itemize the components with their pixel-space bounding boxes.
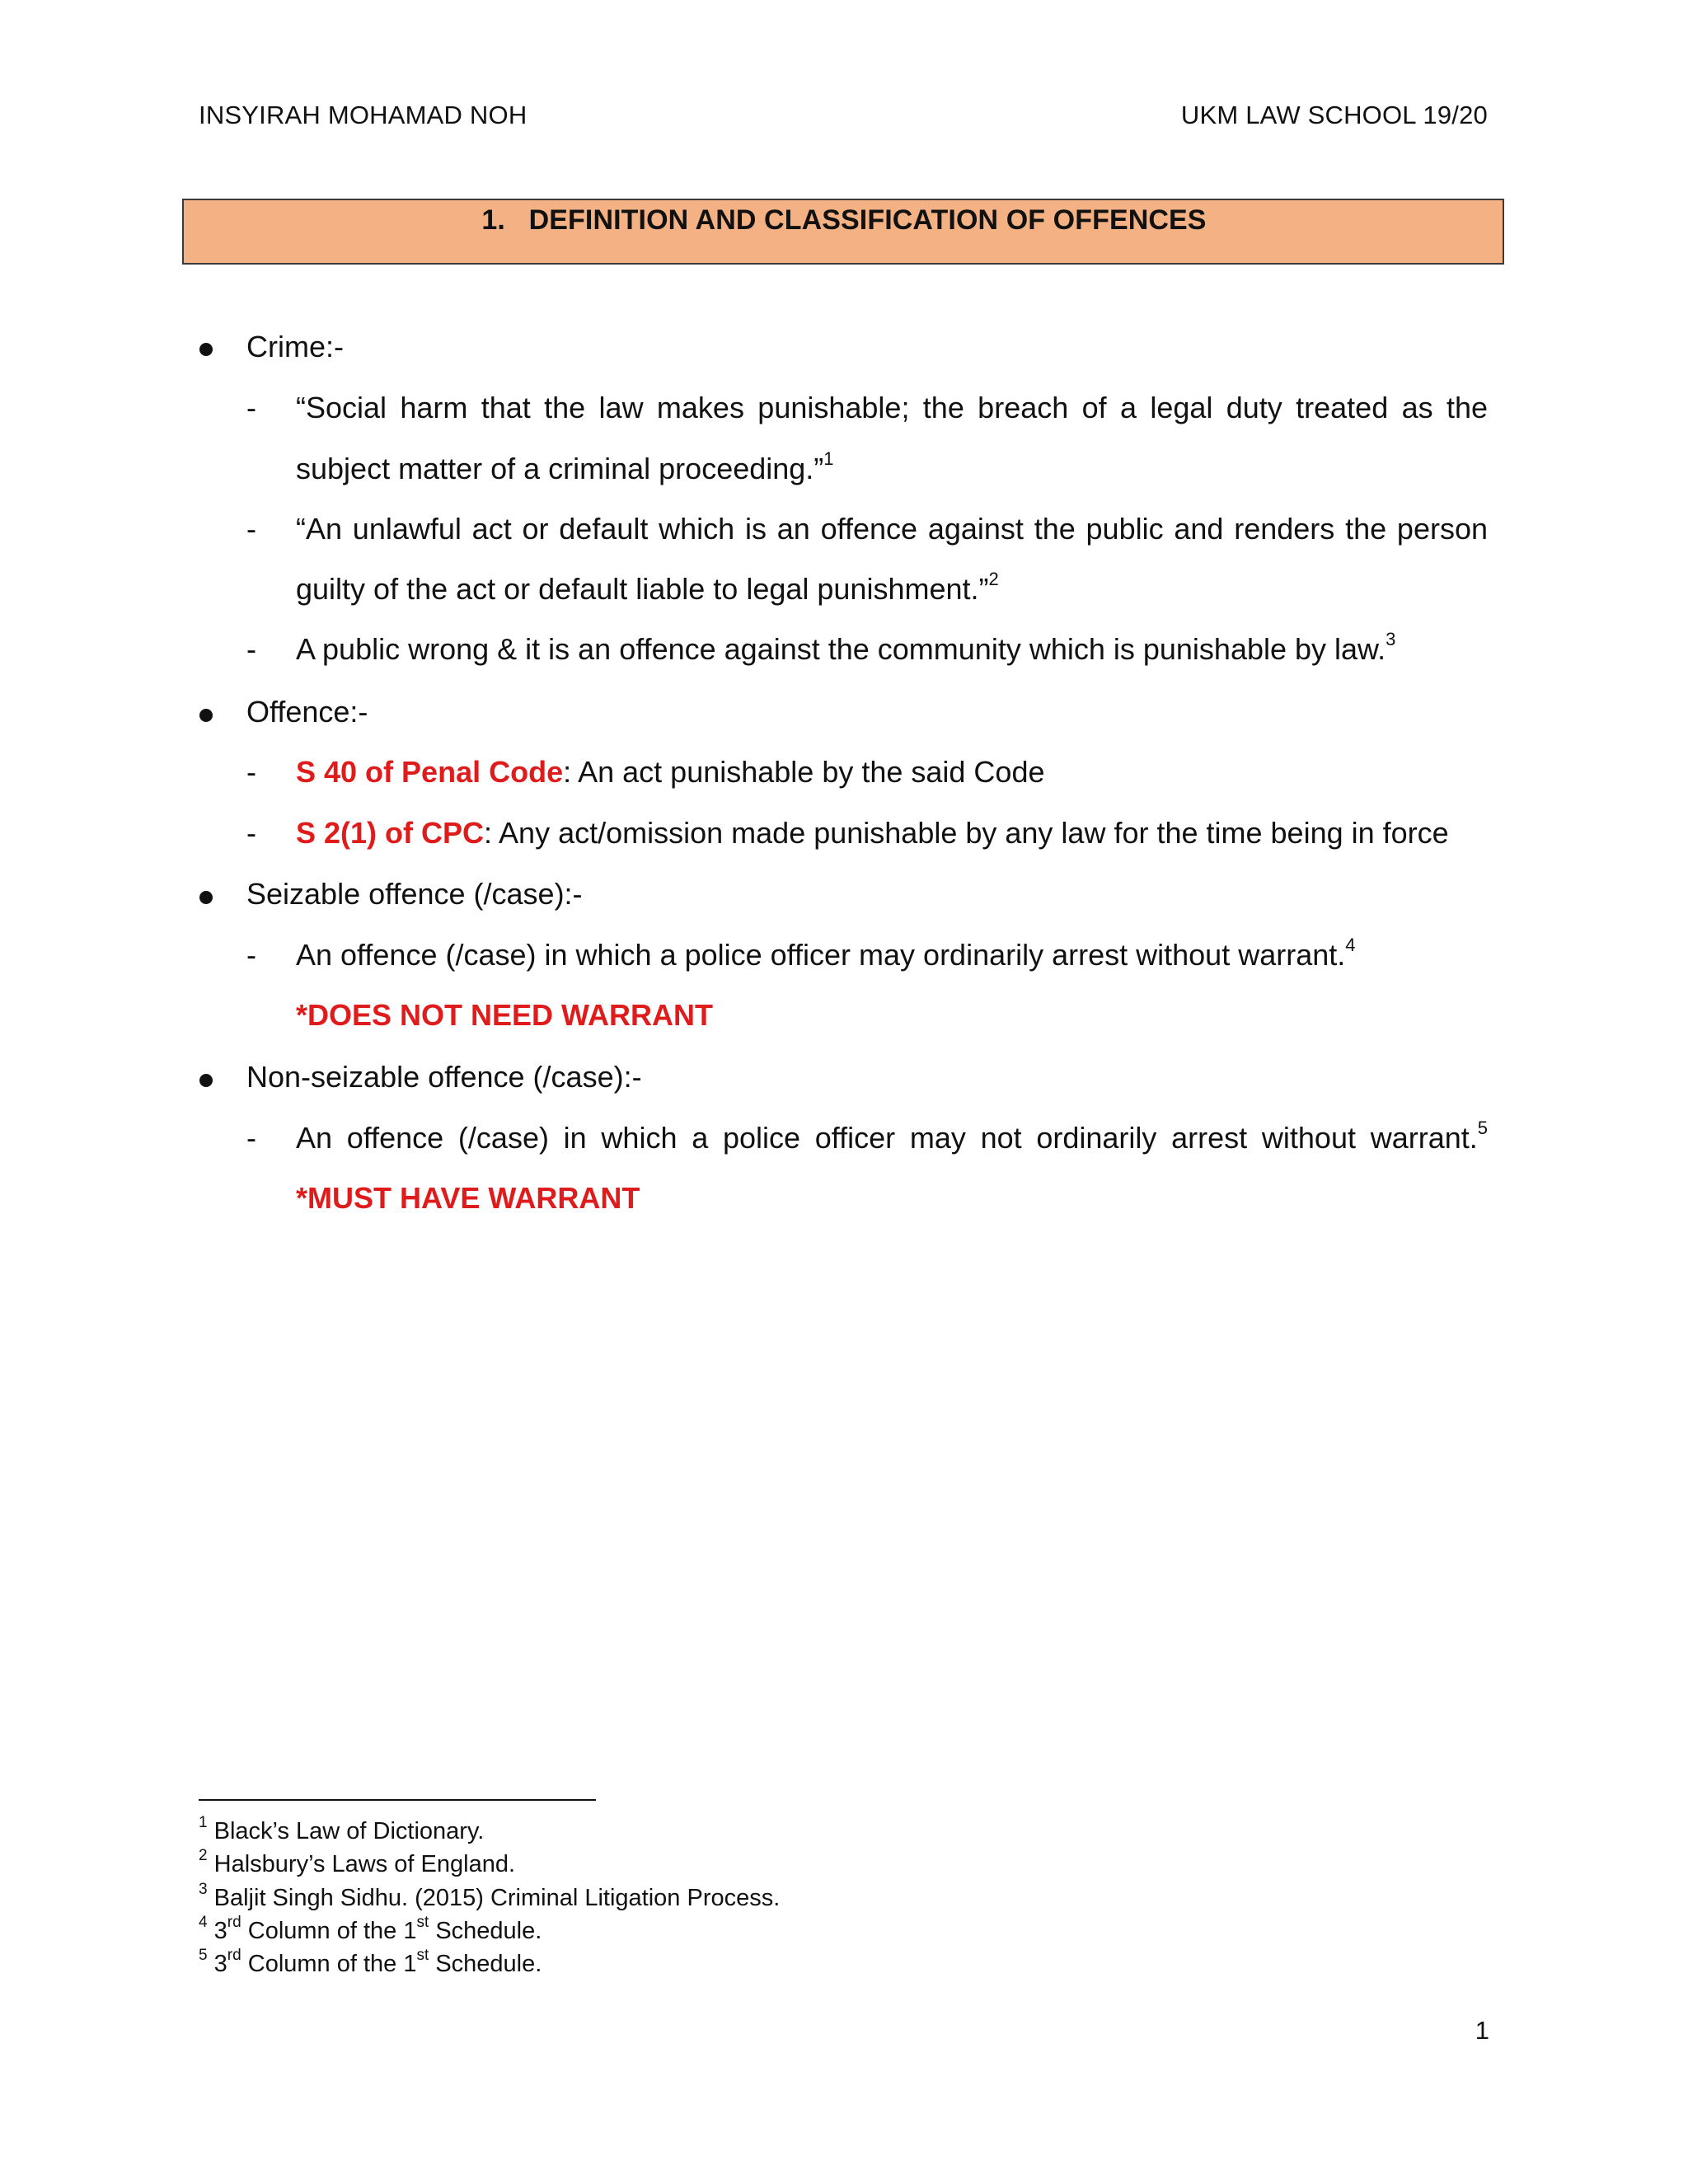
bullet-dot — [199, 709, 213, 722]
nonseizable-def-text: An offence (/case) in which a police officer may not ordinarily arrest without warrant. — [296, 1121, 1478, 1155]
footnote-ref-1: 1 — [823, 448, 834, 469]
ordinal-suffix: st — [416, 1914, 429, 1932]
footnote-2 — [199, 1847, 516, 1878]
bullet-dot — [199, 1074, 213, 1087]
section-title-text: DEFINITION AND CLASSIFICATION OF OFFENCES — [528, 204, 1207, 236]
header-course: UKM LAW SCHOOL 19/20 — [1180, 101, 1488, 129]
section-number: 1. — [481, 204, 505, 236]
crime-def1-line1: “Social harm that the law makes punishable; the breach of a legal duty treated as the — [296, 391, 1488, 424]
footnote-separator — [199, 1799, 596, 1801]
dash-marker: - — [246, 1121, 256, 1155]
footnote-text: Baljit Singh Sidhu. (2015) Criminal Litigation Process. — [213, 1885, 781, 1911]
footnote-ref-5: 5 — [1477, 1118, 1488, 1138]
ordinal-suffix: rd — [227, 1947, 241, 1965]
crime-def1-line2-text: subject matter of a criminal proceeding.” — [296, 452, 824, 485]
bullet-offence-label: Offence:- — [246, 695, 368, 729]
footnote-ref-4: 4 — [1345, 935, 1356, 955]
statute-text-s40: : An act punishable by the said Code — [563, 755, 1045, 789]
seizable-def-text: An offence (/case) in which a police officer may ordinarily arrest without warrant. — [296, 938, 1346, 972]
page-number: 1 — [1475, 2016, 1489, 2045]
footnote-text: Schedule. — [429, 1951, 542, 1977]
seizable-def — [296, 935, 1356, 972]
section-title — [0, 204, 1688, 237]
statute-ref-s40: S 40 of Penal Code — [296, 755, 564, 789]
footnote-ref-3: 3 — [1386, 629, 1396, 649]
dash-marker: - — [246, 391, 256, 424]
header-author: INSYIRAH MOHAMAD NOH — [199, 101, 528, 129]
footnote-5 — [199, 1947, 542, 1978]
footnote-3 — [199, 1881, 781, 1912]
offence-cpc — [296, 816, 1449, 851]
crime-def3-text: A public wrong & it is an offence against the community which is punishable by law. — [296, 632, 1386, 666]
footnote-text: 3 — [213, 1951, 227, 1977]
footnote-text: Black’s Law of Dictionary. — [213, 1818, 485, 1844]
statute-text-s21: : Any act/omission made punishable by any law for the time being in force — [484, 816, 1449, 850]
footnote-text: Schedule. — [429, 1918, 542, 1944]
footnote-text: Column of the 1 — [241, 1918, 417, 1944]
bullet-dot — [199, 343, 213, 356]
bullet-nonseizable-label: Non-seizable offence (/case):- — [246, 1060, 642, 1094]
crime-def2-line2-text: guilty of the act or default liable to legal punishment.” — [296, 572, 989, 606]
crime-def3 — [296, 629, 1396, 667]
bullet-dot — [199, 891, 213, 904]
bullet-crime-label: Crime:- — [246, 330, 344, 363]
bullet-seizable-label: Seizable offence (/case):- — [246, 877, 583, 911]
footnote-4 — [199, 1914, 542, 1945]
footnote-ref-2: 2 — [988, 569, 999, 589]
footnote-1 — [199, 1814, 485, 1845]
dash-marker: - — [246, 816, 256, 850]
crime-def2-line1: “An unlawful act or default which is an offence against the public and renders the person — [296, 512, 1488, 546]
dash-marker: - — [246, 632, 256, 666]
dash-marker: - — [246, 755, 256, 789]
footnote-number: 5 — [199, 1947, 208, 1965]
footnote-number: 4 — [199, 1914, 208, 1932]
nonseizable-note: *MUST HAVE WARRANT — [296, 1181, 640, 1215]
footnote-text: Halsbury’s Laws of England. — [213, 1851, 516, 1877]
offence-penal-code — [296, 755, 1045, 790]
crime-def1-line2 — [296, 448, 834, 486]
crime-def2-line2 — [296, 569, 999, 607]
ordinal-suffix: rd — [227, 1914, 241, 1932]
statute-ref-s21: S 2(1) of CPC — [296, 816, 485, 850]
footnote-number: 3 — [199, 1881, 208, 1899]
ordinal-suffix: st — [416, 1947, 429, 1965]
footnote-text: Column of the 1 — [241, 1951, 417, 1977]
dash-marker: - — [246, 938, 256, 972]
dash-marker: - — [246, 512, 256, 546]
nonseizable-def — [296, 1118, 1488, 1155]
seizable-note: *DOES NOT NEED WARRANT — [296, 998, 714, 1032]
footnote-number: 2 — [199, 1847, 208, 1865]
footnote-text: 3 — [213, 1918, 227, 1944]
footnote-number: 1 — [199, 1814, 208, 1832]
